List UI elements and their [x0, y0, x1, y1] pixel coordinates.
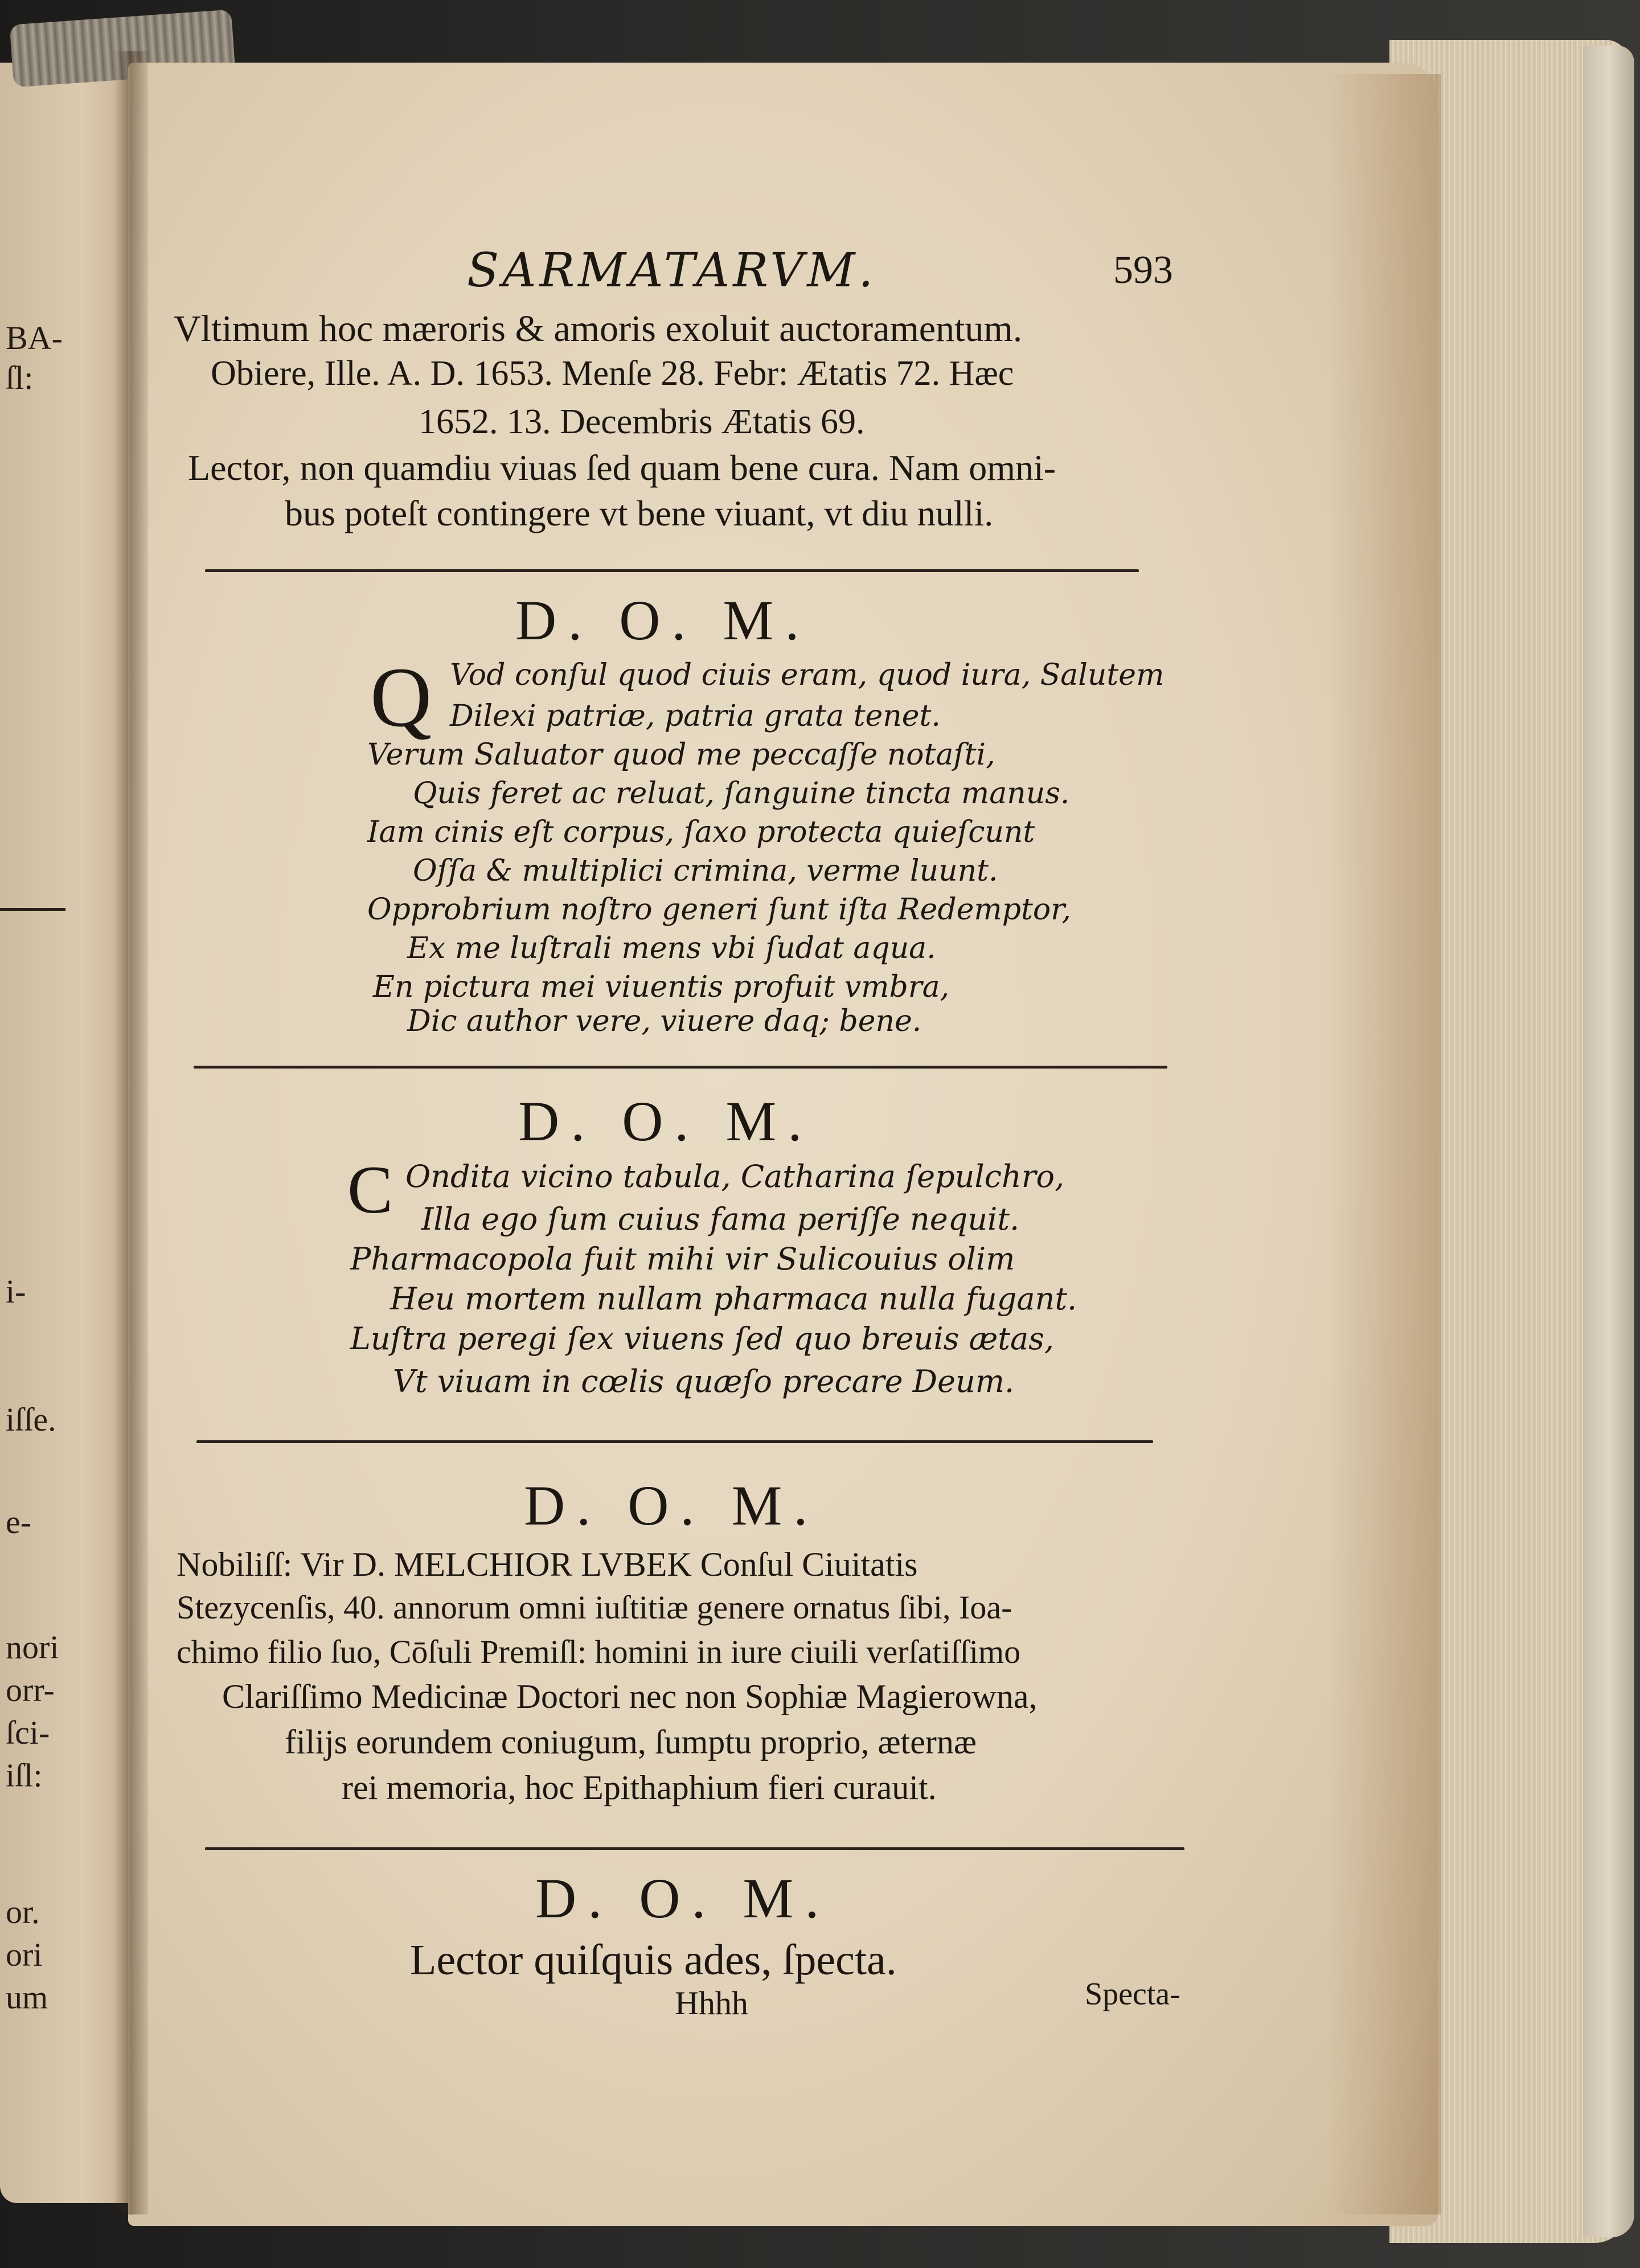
verse-line: Pharmacopola fuit mihi vir Sulicouius olim [350, 1241, 1015, 1277]
section-rule [194, 1066, 1167, 1069]
text-line: Nobiliſſ: Vir D. MELCHIOR LVBEK Conſul Ciuitatis [177, 1546, 918, 1583]
verse-line: Luſtra peregi ſex viuens ſed quo breuis ætas, [350, 1321, 1055, 1357]
left-fragment: orr- [6, 1671, 55, 1708]
left-fragment: um [6, 1979, 48, 2016]
left-fragment: ori [6, 1936, 43, 1973]
left-fragment: ſl: [6, 359, 34, 396]
section-rule [205, 1847, 1184, 1850]
running-title: SARMATARVM. [467, 244, 877, 298]
verse-line: Dilexi patriæ, patria grata tenet. [450, 699, 941, 733]
verse-line: Vod conſul quod ciuis eram, quod iura, Salutem [450, 658, 1165, 692]
left-fragment: nori [6, 1629, 59, 1666]
text-line: Lector quiſquis ades, ſpecta. [410, 1936, 897, 1984]
verse-line: Opprobrium noſtro generi ſunt iſta Redemptor, [367, 893, 1071, 927]
verse-line: Quis feret ac reluat, ſanguine tincta manus. [413, 776, 1070, 811]
left-fragment: i- [6, 1273, 26, 1310]
verse-line: Dic author vere, viuere daq; bene. [407, 1004, 922, 1038]
section-heading: D. O. M. [535, 1867, 831, 1930]
catchword: Specta- [1085, 1977, 1180, 2012]
text-line: bus poteſt contingere vt bene viuant, vt diu nulli. [285, 493, 994, 533]
signature-mark: Hhhh [675, 1984, 748, 2022]
verse-line: Oſſa & multiplici crimina, verme luunt. [413, 854, 998, 888]
verse-line: Verum Saluator quod me peccaſſe notaſti, [367, 738, 995, 772]
left-page-rule [0, 908, 65, 911]
page-number: 593 [1113, 248, 1173, 292]
section-rule [205, 569, 1139, 572]
text-line: 1652. 13. Decembris Ætatis 69. [419, 402, 865, 441]
page-edge-shadow [1327, 74, 1441, 2214]
left-fragment: BA- [6, 319, 63, 356]
verse-line: Ex me luſtrali mens vbi ſudat aqua. [407, 931, 936, 965]
cover-edge [1583, 46, 1634, 2237]
text-line: filijs eorundem coniugum, ſumptu proprio, æternæ [285, 1723, 977, 1761]
section-heading: D. O. M. [515, 589, 811, 652]
text-line: Stezycenſis, 40. annorum omni iuſtitiæ genere ornatus ſibi, Ioa- [177, 1589, 1012, 1626]
drop-cap: C [347, 1152, 393, 1227]
section-rule [196, 1440, 1153, 1443]
text-line: rei memoria, hoc Epithaphium fieri curauit. [342, 1769, 937, 1806]
left-fragment: iſl: [6, 1757, 43, 1794]
text-line: chimo filio ſuo, Cōſuli Premiſl: homini in iure ciuili verſatiſſimo [177, 1633, 1021, 1670]
verse-line: Ondita vicino tabula, Catharina ſepulchro, [405, 1158, 1065, 1194]
verse-line: Iam cinis eſt corpus, ſaxo protecta quieſcunt [367, 815, 1035, 849]
left-fragment: e- [6, 1503, 32, 1540]
verse-line: Vt viuam in cœlis quæſo precare Deum. [393, 1363, 1015, 1399]
text-line: Vltimum hoc mæroris & amoris exoluit auctoramentum. [174, 308, 1023, 350]
text-line: Obiere, Ille. A. D. 1653. Menſe 28. Febr: Ætatis 72. Hæc [211, 354, 1014, 393]
left-fragment: or. [6, 1893, 40, 1930]
text-line: Lector, non quamdiu viuas ſed quam bene cura. Nam omni- [188, 447, 1056, 488]
gutter-shadow [114, 51, 148, 2214]
left-fragment: ſci- [6, 1714, 50, 1751]
text-line: Clariſſimo Medicinæ Doctori nec non Sophiæ Magierowna, [222, 1678, 1038, 1715]
section-heading: D. O. M. [524, 1474, 819, 1537]
verse-line: Heu mortem nullam pharmaca nulla fugant. [390, 1281, 1077, 1317]
drop-cap: Q [370, 650, 432, 745]
verse-line: Illa ego ſum cuius fama periſſe nequit. [421, 1201, 1020, 1237]
verse-line: En pictura mei viuentis profuit vmbra, [373, 970, 950, 1004]
left-fragment: iſſe. [6, 1401, 56, 1438]
section-heading: D. O. M. [518, 1090, 814, 1153]
